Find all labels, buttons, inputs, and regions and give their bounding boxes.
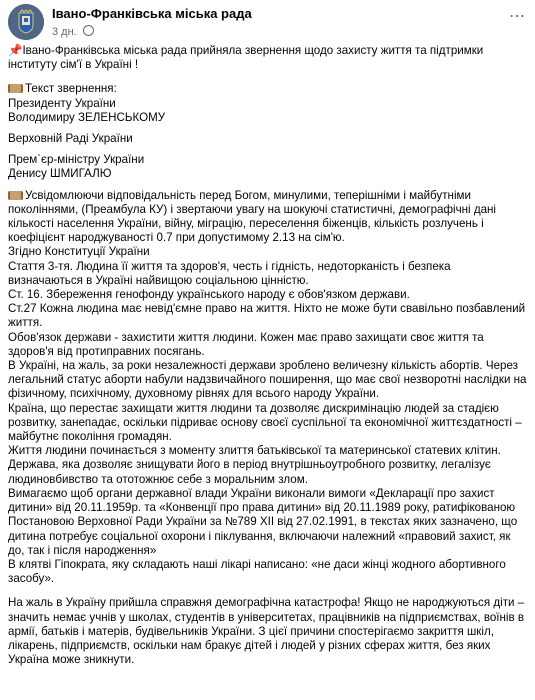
paragraph-8: Країна, що перестає захищати життя людини та дозволяє дискримінацію людей за стадією розвитку, занепадає, оскільки підриває основу своєї суспільної та економічної життєздатності – майбутнє покоління громадян. — [8, 401, 522, 444]
paragraph-12: В клятві Гіпократа, яку складають наші лікарі написано: «не даси жінці жодного абортивного засобу». — [8, 557, 506, 586]
recipient-4: Прем`єр-міністру України — [8, 153, 145, 167]
paragraph-10: Держава, яка дозволяє знищувати його в період внутрішньоутробного розвитку, легалізує людиновбивство та ототожнює себе з моральним злом. — [8, 458, 491, 486]
pushpin-icon: 📌 — [8, 44, 23, 57]
post-lead: 📌Івано-Франківська міська рада прийняла звернення щодо захисту життя та підтримки інституту сім'ї в Україні ! — [8, 44, 484, 72]
public-globe-icon — [83, 25, 94, 36]
page-avatar[interactable] — [8, 4, 44, 40]
post-timestamp[interactable]: 3 дн. — [52, 26, 77, 38]
paragraph-5: Ст.27 Кожна людина має невід'ємне право на життя. Ніхто не може бути свавільно позбавлений життя. — [8, 302, 526, 330]
recipient-5: Денису ШМИГАЛЮ — [8, 167, 112, 181]
recipient-2: Володимиру ЗЕЛЕНСЬКОМУ — [8, 110, 166, 124]
paragraph-7: В Україні, на жаль, за роки незалежності держави зроблено величезну кількість абортів. Через легальний статус аборти набули надзвичайного поширення, що має свої незворотні наслідки на фізичному, психічному, духовному рівнях для всього народу України. — [8, 359, 527, 401]
page-name-link[interactable]: Івано-Франківська міська рада — [52, 6, 252, 21]
text-label: Текст звернення: — [8, 82, 527, 96]
recipient-3: Верховній Раді України — [8, 132, 133, 146]
scroll-icon — [8, 84, 23, 93]
paragraph-9: Життя людини починається з моменту злиття батьківської та материнської статевих клітин. — [8, 444, 501, 458]
paragraph-2: Згідно Конституції України — [8, 245, 150, 259]
paragraph-1: Усвідомлюючи відповідальність перед Богом, минулими, теперішніми і майбутніми поколіннями, (Преамбула КУ) і звертаючи увагу на шокуючі статистичні, демографічні дані кількості населення України, війну, міграцію, переселення біженців, кількість розлучень і коефіцієнт народжуваності 0.7 при допустимому 2.13 на сім'ю. — [8, 188, 497, 245]
paragraph-11: Вимагаємо щоб органи державної влади України виконали вимоги «Декларації про захист дитини» від 20.11.1959р. та «Конвенції про права дитини» від 20.11.1989 року, ратифікованою Постановою Верховної Ради України за №789 XII від 27.02.1991, в текстах яких зазначено, що дитина потребує соціальної охорони і піклування, включаючи належний «правовий захист, як до, так і після народження» — [8, 486, 518, 557]
scroll-icon — [8, 191, 23, 200]
paragraph-3: Стаття 3-тя. Людина її життя та здоров'я, честь і гідність, недоторканість і безпека визначаються в Україні найвищою соціальною цінністю. — [8, 259, 451, 287]
paragraph-6: Обов'язок держави - захистити життя людини. Кожен має право захищати своє життя та здоров'я від протиправних посягань. — [8, 330, 484, 358]
post-body — [0, 44, 535, 667]
coat-of-arms-icon — [8, 4, 44, 40]
paragraph-4: Ст. 16. Збереження генофонду українського народу є обов'язком держави. — [8, 288, 410, 302]
paragraph-13: На жаль в Україну прийшла справжня демографічна катастрофа! Якщо не народжуються діти – значить немає учнів у школах, студентів в університетах, працівників на підприємствах, воїнів в армії, батьків і матерів, будівельників України. З цієї причини спостерігаємо закриття шкіл, лікарень, підприємств, оскільки нам бракує дітей і людей у різних сферах життя, без яких Україна може зникнути. — [8, 596, 525, 667]
more-options-button[interactable]: ⋯ — [509, 8, 525, 25]
recipient-1: Президенту України — [8, 96, 116, 110]
post-header — [0, 0, 535, 44]
post-meta — [52, 25, 94, 38]
